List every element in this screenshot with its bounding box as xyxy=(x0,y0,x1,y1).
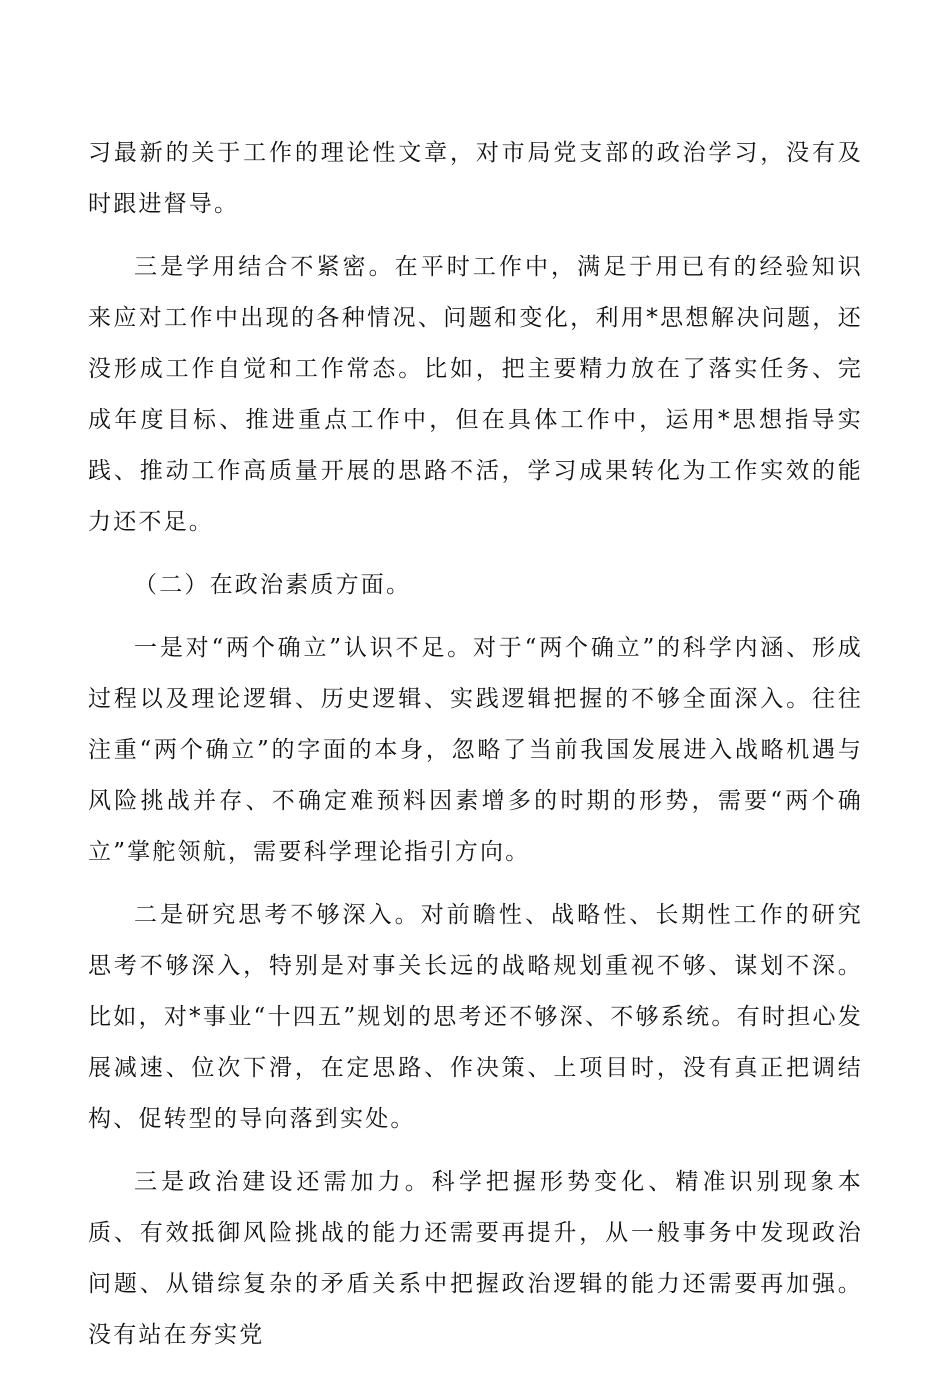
paragraph-two-establishments: 一是对“两个确立”认识不足。对于“两个确立”的科学内涵、形成过程以及理论逻辑、历史逻辑、实践逻辑把握的不够全面深入。往往注重“两个确立”的字面的本身，忽略了当前我国发展进入战略机遇与风险挑战并存、不确定难预料因素增多的时期的形势，需要“两个确立”掌舵领航，需要科学理论指引方向。 xyxy=(88,635,863,865)
paragraph-study-application: 三是学用结合不紧密。在平时工作中，满足于用已有的经验知识来应对工作中出现的各种情况、问题和变化，利用*思想解决问题，还没形成工作自觉和工作常态。比如，把主要精力放在了落实任务、完成年度目标、推进重点工作中，但在具体工作中，运用*思想指导实践、推动工作高质量开展的思路不活，学习成果转化为工作实效的能力还不足。 xyxy=(88,254,863,535)
paragraph-research-thinking: 二是研究思考不够深入。对前瞻性、战略性、长期性工作的研究思考不够深入，特别是对事关长远的战略规划重视不够、谋划不深。比如，对*事业“十四五”规划的思考还不够深、不够系统。有时担心发展减速、位次下滑，在定思路、作决策、上项目时，没有真正把调结构、促转型的导向落到实处。 xyxy=(88,902,863,1132)
paragraph-political-construction: 三是政治建设还需加力。科学把握形势变化、精准识别现象本质、有效抵御风险挑战的能力还需要再提升，从一般事务中发现政治问题、从错综复杂的矛盾关系中把握政治逻辑的能力还需要再加强。没有站在夯实党 xyxy=(88,1169,863,1348)
paragraph-continuation: 习最新的关于工作的理论性文章，对市局党支部的政治学习，没有及时跟进督导。 xyxy=(88,140,863,217)
section-heading-political-quality: （二）在政治素质方面。 xyxy=(134,572,412,598)
document-body xyxy=(88,128,863,1373)
